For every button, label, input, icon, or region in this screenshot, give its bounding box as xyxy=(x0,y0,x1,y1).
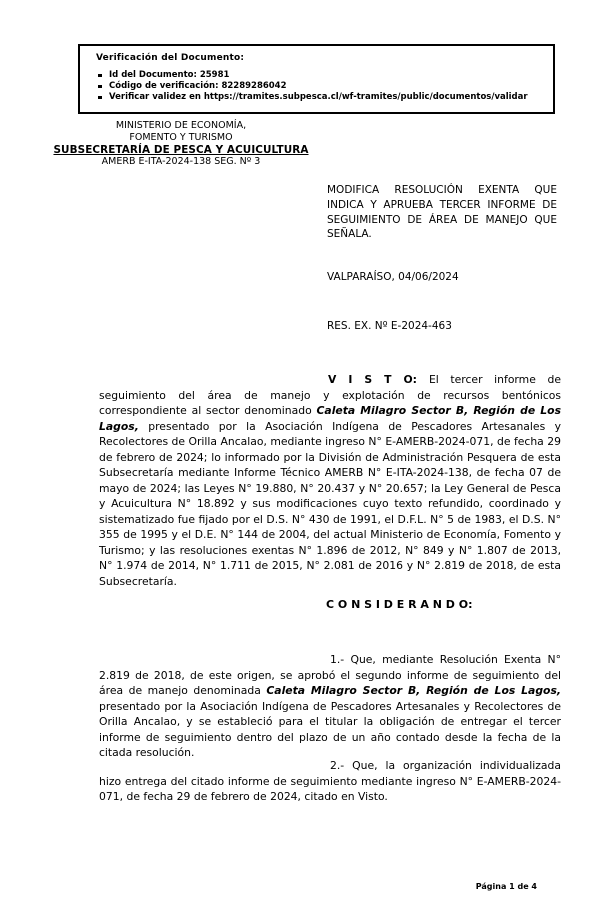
ministry-line-1: MINISTERIO DE ECONOMÍA, xyxy=(115,120,247,131)
amerb-reference: AMERB E-ITA-2024-138 SEG. Nº 3 xyxy=(101,156,261,167)
resolution-subject: MODIFICA RESOLUCIÓN EXENTA QUE INDICA Y APRUEBA TERCER INFORME DE SEGUIMIENTO DE ÁREA DE MANEJO QUE SEÑALA. xyxy=(327,184,557,241)
considerando-paragraph-2: 2.- Que, la organización individualizada hizo entrega del citado informe de seguimiento mediante ingreso N° E-AMERB-2024-071, de fecha 29 de febrero de 2024, citado en Visto. xyxy=(99,759,561,803)
city-date: VALPARAÍSO, 04/06/2024 xyxy=(327,271,459,283)
verification-title: Verificación del Documento: xyxy=(96,53,245,63)
verification-list xyxy=(96,70,539,103)
bullet-icon xyxy=(98,85,102,89)
visto-paragraph: V I S T O: El tercer informe de seguimiento del área de manejo y explotación de recursos bentónicos correspondiente al sector denominado Caleta Milagro Sector B, Región de Los Lagos, presentado por la Asociación Indígena de Pescadores Artesanales y Recolectores de Orilla Ancalao, mediante ingreso N° E-AMERB-2024-071, de fecha 29 de febrero de 2024; lo informado por la División de Administración Pesquera de esta Subsecretaría mediante Informe Técnico AMERB N° E-ITA-2024-138, de fecha 07 de mayo de 2024; las Leyes N° 19.880, N° 20.437 y N° 20.657; la Ley General de Pesca y Acuicultura N° 18.892 y sus modificaciones cuyo texto refundido, coordinado y sistematizado fue fijado por el D.S. N° 430 de 1991, el D.F.L. N° 5 de 1983, el D.S. N° 355 de 1995 y el D.E. N° 144 de 2004, del actual Ministerio de Economía, Fomento y Turismo; y las resoluciones exentas N° 1.896 de 2012, N° 849 y N° 1.807 de 2013, N° 1.974 de 2014, N° 1.711 de 2015, N° 2.081 de 2016 y N° 2.819 de 2018, de esta Subsecretaría. xyxy=(99,373,562,588)
considerando-heading: C O N S I D E R A N D O: xyxy=(326,598,473,611)
bullet-icon xyxy=(98,96,102,100)
verification-item-code-text: Código de verificación: 82289286042 xyxy=(109,81,287,91)
page-number: Página 1 de 4 xyxy=(475,882,537,891)
resolution-number: RES. EX. Nº E-2024-463 xyxy=(327,320,452,332)
verification-item-url-text: Verificar validez en https://tramites.subpesca.cl/wf-tramites/public/documentos/validar xyxy=(109,92,528,102)
ministry-line-2: FOMENTO Y TURISMO xyxy=(129,132,233,143)
verification-box xyxy=(78,44,555,114)
letterhead xyxy=(28,120,334,168)
subsecretaria-line: SUBSECRETARÍA DE PESCA Y ACUICULTURA xyxy=(53,144,309,156)
verification-item-document-id xyxy=(96,70,539,81)
verification-item-code xyxy=(96,81,539,92)
bullet-icon xyxy=(98,74,102,78)
verification-item-url xyxy=(96,92,539,103)
considerando-paragraph-1: 1.- Que, mediante Resolución Exenta N° 2.819 de 2018, de este origen, se aprobó el segundo informe de seguimiento del área de manejo denominada Caleta Milagro Sector B, Región de Los Lagos, presentado por la Asociación Indígena de Pescadores Artesanales y Recolectores de Orilla Ancalao, y se estableció para el titular la obligación de entregar el tercer informe de seguimiento dentro del plazo de un año contado desde la fecha de la citada resolución. xyxy=(99,653,561,759)
verification-item-document-id-text: Id del Documento: 25981 xyxy=(109,70,230,80)
